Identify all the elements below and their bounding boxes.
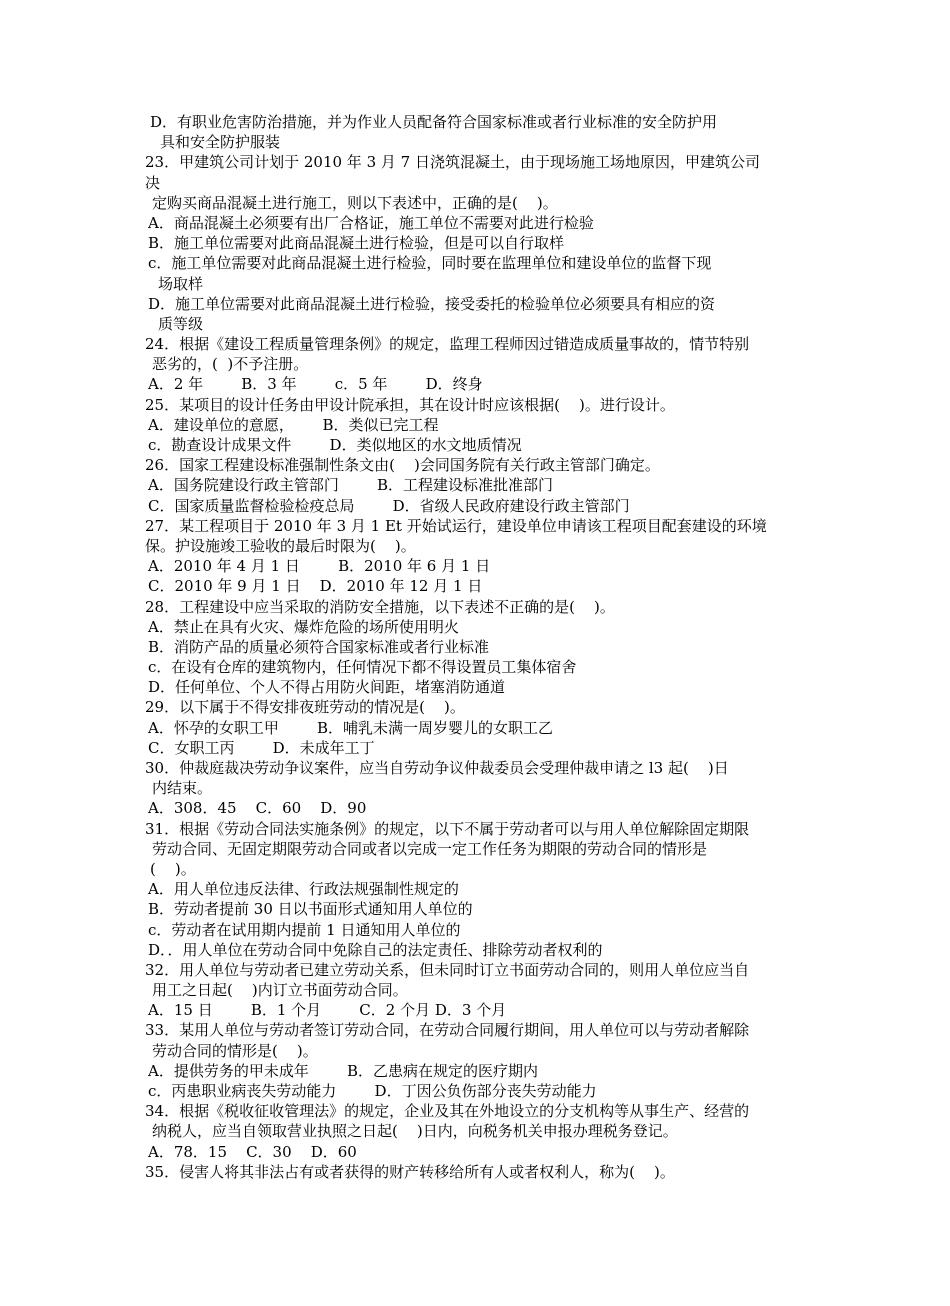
- text-line: B．消防产品的质量必须符合国家标准或者行业标准: [148, 637, 490, 656]
- text-line: A．怀孕的女职工甲 B．哺乳未满一周岁婴儿的女职工乙: [148, 718, 554, 737]
- text-line: 25．某项目的设计任务由甲设计院承担，其在设计时应该根据( )。进行设计。: [145, 395, 675, 414]
- text-line: 纳税人，应当自领取营业执照之日起( )日内，向税务机关申报办理税务登记。: [152, 1122, 678, 1141]
- text-line: 32．用人单位与劳动者已建立劳动关系，但未同时订立书面劳动合同的，则用人单位应当自: [145, 960, 750, 979]
- text-line: 恶劣的，( )不予注册。: [152, 355, 309, 374]
- text-line: C．2010 年 9 月 1 日 D．2010 年 12 月 1 日: [148, 577, 483, 596]
- text-line: c．丙患职业病丧失劳动能力 D．丁因公负伤部分丧失劳动能力: [148, 1082, 597, 1100]
- text-line: 场取样: [158, 274, 204, 293]
- text-line: 定购买商品混凝土进行施工，则以下表述中，正确的是( )。: [152, 193, 558, 212]
- text-line: 具和安全防护服装: [160, 133, 281, 152]
- text-line: ( )。: [150, 859, 196, 878]
- text-line: 23．甲建筑公司计划于 2010 年 3 月 7 日浇筑混凝土，由于现场施工场地原因，甲建筑公司: [145, 153, 760, 172]
- text-line: 保。护设施竣工验收的最后时限为( )。: [145, 536, 416, 555]
- text-line: 内结束。: [152, 779, 213, 798]
- text-line: B．施工单位需要对此商品混凝土进行检验，但是可以自行取样: [148, 234, 565, 253]
- text-line: A．15 日 B．1 个月 C．2 个月 D．3 个月: [148, 1001, 507, 1020]
- text-line: c．在设有仓库的建筑物内，任何情况下都不得设置员工集体宿舍: [148, 658, 577, 677]
- text-line: D．施工单位需要对此商品混凝土进行检验，接受委托的检验单位必须要具有相应的资: [148, 294, 716, 313]
- text-line: 质等级: [158, 314, 204, 333]
- text-line: C．女职工丙 D．未成年工丁: [148, 738, 375, 757]
- text-line: 26．国家工程建设标准强制性条文由( )会同国务院有关行政主管部门确定。: [145, 456, 660, 475]
- text-line: A．商品混凝土必须要有出厂合格证，施工单位不需要对此进行检验: [148, 213, 594, 232]
- text-line: 劳动合同的情形是( )。: [152, 1041, 318, 1060]
- text-line: 34．根据《税收征收管理法》的规定，企业及其在外地设立的分支机构等从事生产、经营的: [145, 1102, 750, 1121]
- text-line: 24．根据《建设工程质量管理条例》的规定，监理工程师因过错造成质量事故的，情节特别: [145, 335, 750, 354]
- text-line: D．．用人单位在劳动合同中免除自己的法定责任、排除劳动者权利的: [148, 940, 603, 959]
- text-line: 28．工程建设中应当采取的消防安全措施，以下表述不正确的是( )。: [145, 597, 615, 616]
- text-line: c．劳动者在试用期内提前 1 日通知用人单位的: [148, 920, 461, 939]
- text-line: A．建设单位的意愿， B．类似已完工程: [148, 415, 439, 434]
- text-line: c．勘查设计成果文件 D．类似地区的水文地质情况: [148, 436, 522, 454]
- text-line: 29．以下属于不得安排夜班劳动的情况是( )。: [145, 698, 465, 717]
- text-line: D．有职业危害防治措施，并为作业人员配备符合国家标准或者行业标准的安全防护用: [150, 113, 718, 131]
- text-line: A．78．15 C．30 D．60: [148, 1142, 357, 1161]
- text-line: 决: [145, 173, 161, 192]
- text-line: 30．仲裁庭裁决劳动争议案件，应当自劳动争议仲裁委员会受理仲裁申请之 l3 起( )日: [145, 759, 729, 777]
- text-line: 35．侵害人将其非法占有或者获得的财产转移给所有人或者权利人，称为( )。: [145, 1162, 675, 1181]
- text-line: c．施工单位需要对此商品混凝土进行检验，同时要在监理单位和建设单位的监督下现: [148, 254, 712, 273]
- text-line: A．2010 年 4 月 1 日 B．2010 年 6 月 1 日: [148, 557, 491, 576]
- text-line: A．国务院建设行政主管部门 B．工程建设标准批准部门: [148, 476, 554, 495]
- document-body: [0, 112, 950, 1182]
- text-line: 劳动合同、无固定期限劳动合同或者以完成一定工作任务为期限的劳动合同的情形是: [152, 839, 708, 858]
- text-line: 33．某用人单位与劳动者签订劳动合同，在劳动合同履行期间，用人单位可以与劳动者解除: [145, 1021, 750, 1040]
- text-line: 用工之日起( )内订立书面劳动合同。: [152, 981, 408, 1000]
- text-line: D．任何单位、个人不得占用防火间距，堵塞消防通道: [148, 678, 506, 697]
- text-line: A．2 年 B．3 年 c．5 年 D．终身: [148, 375, 483, 394]
- text-line: B．劳动者提前 30 日以书面形式通知用人单位的: [148, 900, 473, 919]
- text-line: 27．某工程项目于 2010 年 3 月 1 Et 开始试运行，建设单位申请该工程项目配套建设的环境: [145, 516, 767, 535]
- text-line: A．提供劳务的甲未成年 B．乙患病在规定的医疗期内: [148, 1061, 539, 1080]
- text-line: A．禁止在具有火灾、爆炸危险的场所使用明火: [148, 617, 459, 636]
- text-line: A．用人单位违反法律、行政法规强制性规定的: [148, 880, 459, 899]
- text-line: A．308．45 C．60 D．90: [148, 799, 367, 818]
- text-line: 31．根据《劳动合同法实施条例》的规定，以下不属于劳动者可以与用人单位解除固定期限: [145, 819, 750, 838]
- text-line: C．国家质量监督检验检疫总局 D．省级人民政府建设行政主管部门: [148, 496, 630, 515]
